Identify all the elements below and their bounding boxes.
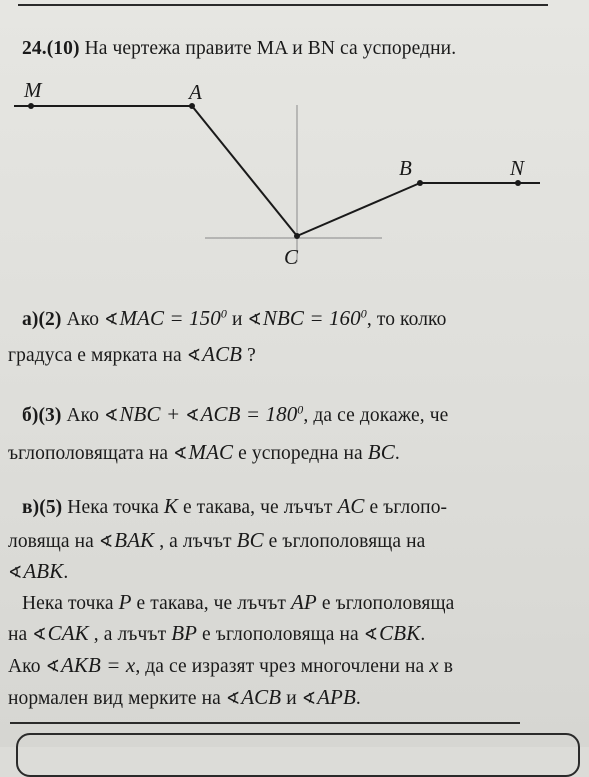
angle-icon: ∢ <box>104 406 119 425</box>
part-a-line-1 <box>22 306 446 331</box>
part-a-text: , то колко <box>366 309 447 330</box>
part-c-text: е ъглополовяща на <box>202 624 359 645</box>
angle-cak: CAK <box>47 621 89 645</box>
segment-cb <box>297 183 420 236</box>
part-c-text: , а лъчът <box>159 531 232 552</box>
part-c-line-5 <box>8 621 425 646</box>
segment-bc: BC <box>367 440 395 464</box>
part-c-text: е такава, че лъчът <box>182 497 333 518</box>
problem-points: (10) <box>46 38 80 59</box>
angle-acb: ACB <box>202 342 243 366</box>
next-problem-box <box>16 733 580 777</box>
part-c-text: ловяща на <box>8 531 94 552</box>
segment-ac <box>192 106 297 236</box>
ray-bp: BP <box>171 621 198 645</box>
angle-icon: ∢ <box>104 310 119 329</box>
part-c-text: Ако <box>8 656 41 677</box>
point-p-symbol: P <box>118 590 132 614</box>
part-b-label: б) <box>22 405 39 426</box>
angle-icon: ∢ <box>45 657 60 676</box>
label-n: N <box>510 156 525 180</box>
part-c-text: е ъглополовяща <box>321 593 455 614</box>
angle-icon: ∢ <box>225 689 241 708</box>
part-c-text: и <box>286 688 297 709</box>
ray-bc: BC <box>236 528 264 552</box>
part-c-line-1 <box>22 494 447 519</box>
part-a-text: и <box>231 309 243 330</box>
ray-ac: AC <box>337 494 365 518</box>
angle-icon: ∢ <box>301 689 317 708</box>
part-c-text: . <box>420 624 426 645</box>
problem-statement: На чертежа правите MA и BN са успоредни. <box>84 38 457 59</box>
part-c-points: (5) <box>39 497 63 518</box>
part-c-text: . <box>63 562 69 583</box>
angle-acb-expr: ACB = 180 <box>200 402 298 426</box>
angle-cbk: CBK <box>379 621 421 645</box>
angle-icon: ∢ <box>185 406 200 425</box>
part-a-line-2 <box>8 342 256 367</box>
part-b-text: е успоредна на <box>238 443 363 464</box>
angle-icon: ∢ <box>247 310 262 329</box>
angle-apb: APB <box>317 685 356 709</box>
part-a-text: градуса е мярката на <box>8 345 182 366</box>
angle-mac: MAC <box>188 440 234 464</box>
angle-icon: ∢ <box>173 444 188 463</box>
part-a-text: ? <box>247 345 256 366</box>
degree-mark: 0 <box>297 402 304 417</box>
part-c-text: е ъглополовяща на <box>268 531 426 552</box>
angle-icon: ∢ <box>363 625 379 644</box>
part-b-text: . <box>394 443 400 464</box>
point-b <box>417 180 423 186</box>
part-c-text: , да се изразят чрез многочлени на <box>135 656 425 677</box>
part-a-label: а) <box>22 309 39 330</box>
point-m <box>28 103 34 109</box>
angle-mac-expr: MAC = 150 <box>119 306 221 330</box>
part-c-line-3 <box>8 559 68 584</box>
point-c <box>294 233 300 239</box>
part-c-text: Нека точка <box>67 497 159 518</box>
label-c: C <box>284 245 299 269</box>
part-c-text: . <box>355 688 361 709</box>
part-c-line-6 <box>8 653 453 678</box>
angle-icon: ∢ <box>32 625 47 644</box>
part-c-text: нормален вид мерките на <box>8 688 221 709</box>
angle-nbc-sum: NBC + <box>119 402 181 426</box>
angle-icon: ∢ <box>8 563 23 582</box>
label-b: B <box>399 156 412 180</box>
part-a-text: Ако <box>66 309 100 330</box>
angle-akb-expr: AKB = x <box>60 653 136 677</box>
angle-icon: ∢ <box>186 346 202 365</box>
point-n <box>515 180 521 186</box>
part-b-text: , да се докаже, че <box>303 405 449 426</box>
degree-mark: 0 <box>360 306 367 321</box>
point-k-symbol: K <box>163 494 178 518</box>
bottom-rule <box>10 722 520 724</box>
part-c-text: , а лъчът <box>93 624 167 645</box>
part-c-label: в) <box>22 497 40 518</box>
variable-x: x <box>429 653 439 677</box>
angle-acb: ACB <box>241 685 282 709</box>
part-c-text: на <box>8 624 28 645</box>
angle-nbc-expr: NBC = 160 <box>262 306 361 330</box>
part-c-text: е такава, че лъчът <box>136 593 287 614</box>
part-c-line-2 <box>8 528 425 553</box>
part-b-text: ъглополовящата на <box>8 443 169 464</box>
angle-icon: ∢ <box>98 532 114 551</box>
degree-mark: 0 <box>220 306 227 321</box>
part-b-points: (3) <box>38 405 62 426</box>
angle-abk: ABK <box>23 559 64 583</box>
geometry-figure <box>0 0 589 300</box>
label-a: A <box>189 80 202 104</box>
ray-ap: AP <box>291 590 317 614</box>
part-b-text: Ако <box>66 405 100 426</box>
part-a-points: (2) <box>38 309 62 330</box>
problem-number: 24. <box>22 38 47 59</box>
part-c-text: в <box>443 656 454 677</box>
part-b-line-2 <box>8 440 400 465</box>
part-c-text: е ъглопо- <box>369 497 448 518</box>
part-b-line-1 <box>22 402 448 427</box>
part-c-line-4 <box>22 590 454 615</box>
angle-bak: BAK <box>114 528 155 552</box>
part-c-text: Нека точка <box>22 593 114 614</box>
part-c-line-7 <box>8 685 361 710</box>
label-m: M <box>24 78 42 102</box>
